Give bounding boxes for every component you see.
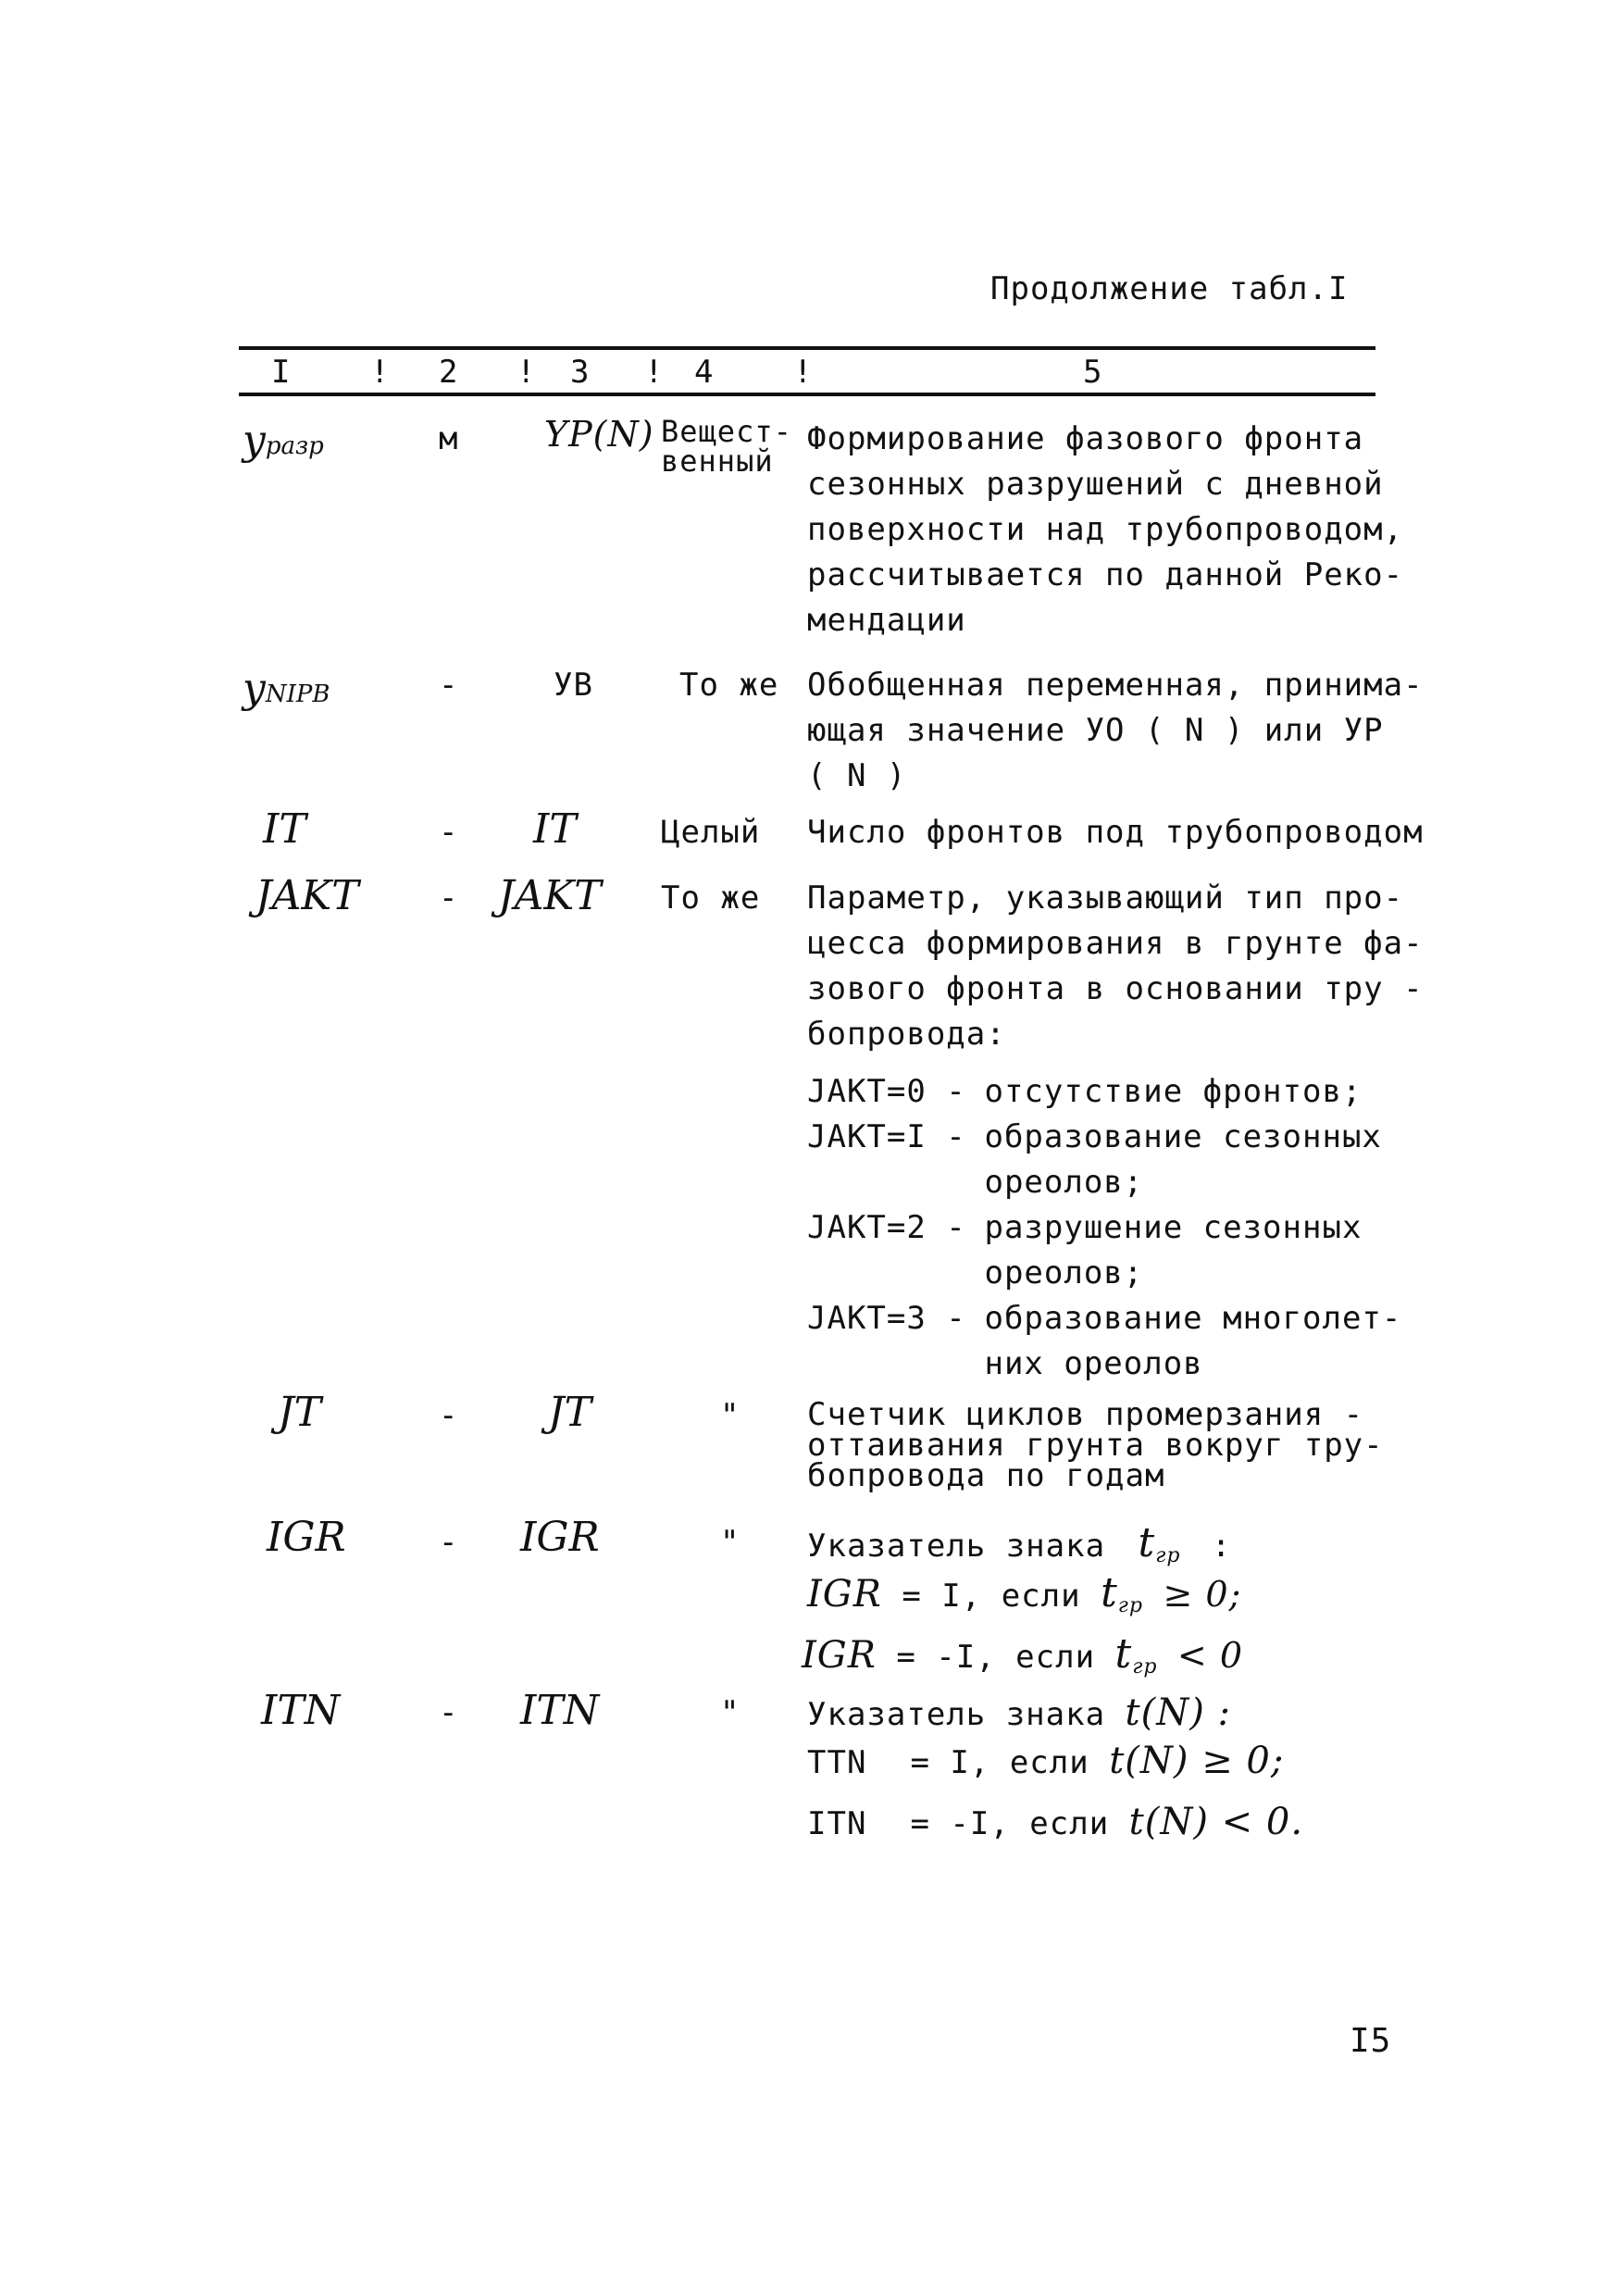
case-list	[807, 1069, 1401, 1387]
row-type: "	[720, 1397, 741, 1434]
symbol-subscript: NIPB	[265, 680, 330, 708]
row-symbol: JT	[278, 1389, 321, 1436]
header-col-2: 2	[439, 354, 458, 391]
description-line: зового фронта в основании тру -	[807, 970, 1424, 1007]
description-line: мендации	[807, 602, 966, 639]
description-line: ющая значение УО ( N ) или УР	[807, 712, 1384, 749]
case-text: них ореолов	[984, 1345, 1203, 1382]
top-rule	[239, 346, 1375, 350]
header-col-4: 4	[694, 354, 714, 391]
case-item	[807, 1296, 1401, 1341]
row-program-id: ITN	[520, 1687, 600, 1734]
row-unit: -	[439, 880, 459, 917]
row-symbol	[243, 417, 324, 465]
row-type: "	[720, 1524, 741, 1561]
case-item	[807, 1069, 1401, 1115]
case-key: JAKT=I -	[807, 1118, 966, 1155]
header-col-3: 3	[570, 354, 590, 391]
condition-variable: ITN	[807, 1805, 867, 1842]
case-text: ореолов;	[984, 1164, 1144, 1201]
case-text: отсутствие фронтов;	[984, 1073, 1363, 1110]
case-item	[807, 1341, 1401, 1387]
condition-equals: = -I, если	[910, 1805, 1110, 1842]
condition-variable: IGR	[802, 1634, 877, 1677]
condition-expression: < 0	[1176, 1635, 1244, 1676]
row-program-id: УВ	[554, 667, 593, 704]
type-line: венный	[661, 443, 774, 479]
row-unit: -	[439, 667, 459, 704]
description-line: Параметр, указывающий тип про-	[807, 880, 1404, 917]
row-description	[807, 810, 1424, 855]
row-type: Целый	[661, 814, 761, 851]
row-type: То же	[661, 880, 761, 917]
header-col-1: I	[271, 354, 291, 391]
description-line: Формирование фазового фронта	[807, 420, 1364, 457]
row-type: То же	[679, 667, 779, 704]
condition-line	[807, 1570, 1241, 1628]
row-program-id: JAKT	[498, 872, 602, 919]
description-line: Обобщенная переменная, принима-	[807, 667, 1424, 704]
case-text: образование многолет-	[984, 1300, 1402, 1337]
condition-expression: ≥ 0;	[1163, 1574, 1242, 1615]
row-description	[807, 663, 1424, 799]
case-text: образование сезонных	[984, 1118, 1382, 1155]
condition-expression: t(N) :	[1125, 1691, 1232, 1734]
description-line: цесса формирования в грунте фа-	[807, 925, 1424, 962]
row-unit: -	[439, 814, 459, 851]
description-line: ( N )	[807, 757, 907, 794]
header-sep: !	[793, 354, 813, 391]
description-line: бопровода:	[807, 1016, 1006, 1053]
condition-expression: t(N) < 0.	[1128, 1801, 1304, 1843]
table-caption: Продолжение табл.I	[990, 270, 1349, 307]
row-symbol	[243, 665, 330, 713]
case-key: JAKT=3 -	[807, 1300, 966, 1337]
description-line: поверхности над трубопроводом,	[807, 511, 1404, 548]
row-unit: -	[439, 1524, 459, 1561]
condition-line	[807, 1800, 1303, 1847]
case-item	[807, 1115, 1401, 1160]
row-description	[807, 1691, 1231, 1738]
header-rule	[239, 393, 1375, 396]
row-symbol: JAKT	[255, 872, 359, 919]
row-description	[807, 1396, 1384, 1494]
description-line: рассчитывается по данной Реко-	[807, 556, 1404, 593]
condition-line	[807, 1739, 1284, 1786]
row-program-id: IT	[533, 805, 577, 853]
row-symbol: IT	[263, 805, 306, 853]
header-sep: !	[370, 354, 390, 391]
colon: :	[1211, 1528, 1232, 1565]
type-line: Вещест-	[661, 414, 792, 449]
row-unit: -	[439, 1397, 459, 1434]
row-description	[807, 417, 1403, 643]
row-unit: -	[439, 1694, 459, 1731]
case-key: JAKT=0 -	[807, 1073, 966, 1110]
row-symbol: ITN	[261, 1687, 341, 1734]
case-text: разрушение сезонных	[984, 1209, 1363, 1246]
description-line: Число фронтов под трубопроводом	[807, 814, 1424, 851]
condition-equals: = I, если	[910, 1744, 1089, 1781]
condition-equals: = -I, если	[896, 1639, 1096, 1676]
description-line: бопровода по годам	[807, 1457, 1165, 1494]
description-line: Указатель знака	[807, 1528, 1106, 1565]
description-line: Счетчик циклов промерзания -	[807, 1396, 1364, 1433]
page-number: I5	[1350, 2022, 1392, 2060]
case-item	[807, 1205, 1401, 1251]
header-col-5: 5	[1083, 354, 1102, 391]
symbol-base: y	[243, 665, 266, 712]
row-program-id: IGR	[520, 1514, 600, 1561]
description-line: сезонных разрушений с дневной	[807, 466, 1384, 503]
temperature-symbol: tгр	[1114, 1630, 1158, 1678]
case-item	[807, 1251, 1401, 1296]
symbol-subscript: разр	[265, 432, 324, 460]
row-unit: м	[439, 420, 459, 457]
temperature-symbol: tгр	[1101, 1569, 1143, 1617]
header-sep: !	[517, 354, 536, 391]
row-symbol: IGR	[267, 1514, 346, 1561]
row-type: "	[720, 1694, 741, 1731]
row-program-id: YP(N)	[544, 414, 654, 455]
symbol-base: y	[243, 417, 266, 464]
description-line: оттаивания грунта вокруг тру-	[807, 1427, 1384, 1464]
case-item	[807, 1160, 1401, 1205]
condition-variable: IGR	[807, 1573, 882, 1616]
description-line: Указатель знака	[807, 1696, 1106, 1733]
condition-expression: t(N) ≥ 0;	[1109, 1740, 1285, 1782]
case-key: JAKT=2 -	[807, 1209, 966, 1246]
t-base: t	[1138, 1519, 1156, 1566]
condition-variable: TTN	[807, 1744, 867, 1781]
temperature-symbol	[1139, 1519, 1181, 1566]
row-description	[807, 876, 1424, 1057]
t-subscript: гр	[1155, 1544, 1181, 1567]
row-type	[661, 414, 792, 479]
condition-equals: = I, если	[902, 1578, 1081, 1615]
row-program-id: JT	[548, 1389, 591, 1436]
case-text: ореолов;	[984, 1254, 1144, 1292]
header-sep: !	[644, 354, 664, 391]
condition-line	[802, 1631, 1243, 1690]
